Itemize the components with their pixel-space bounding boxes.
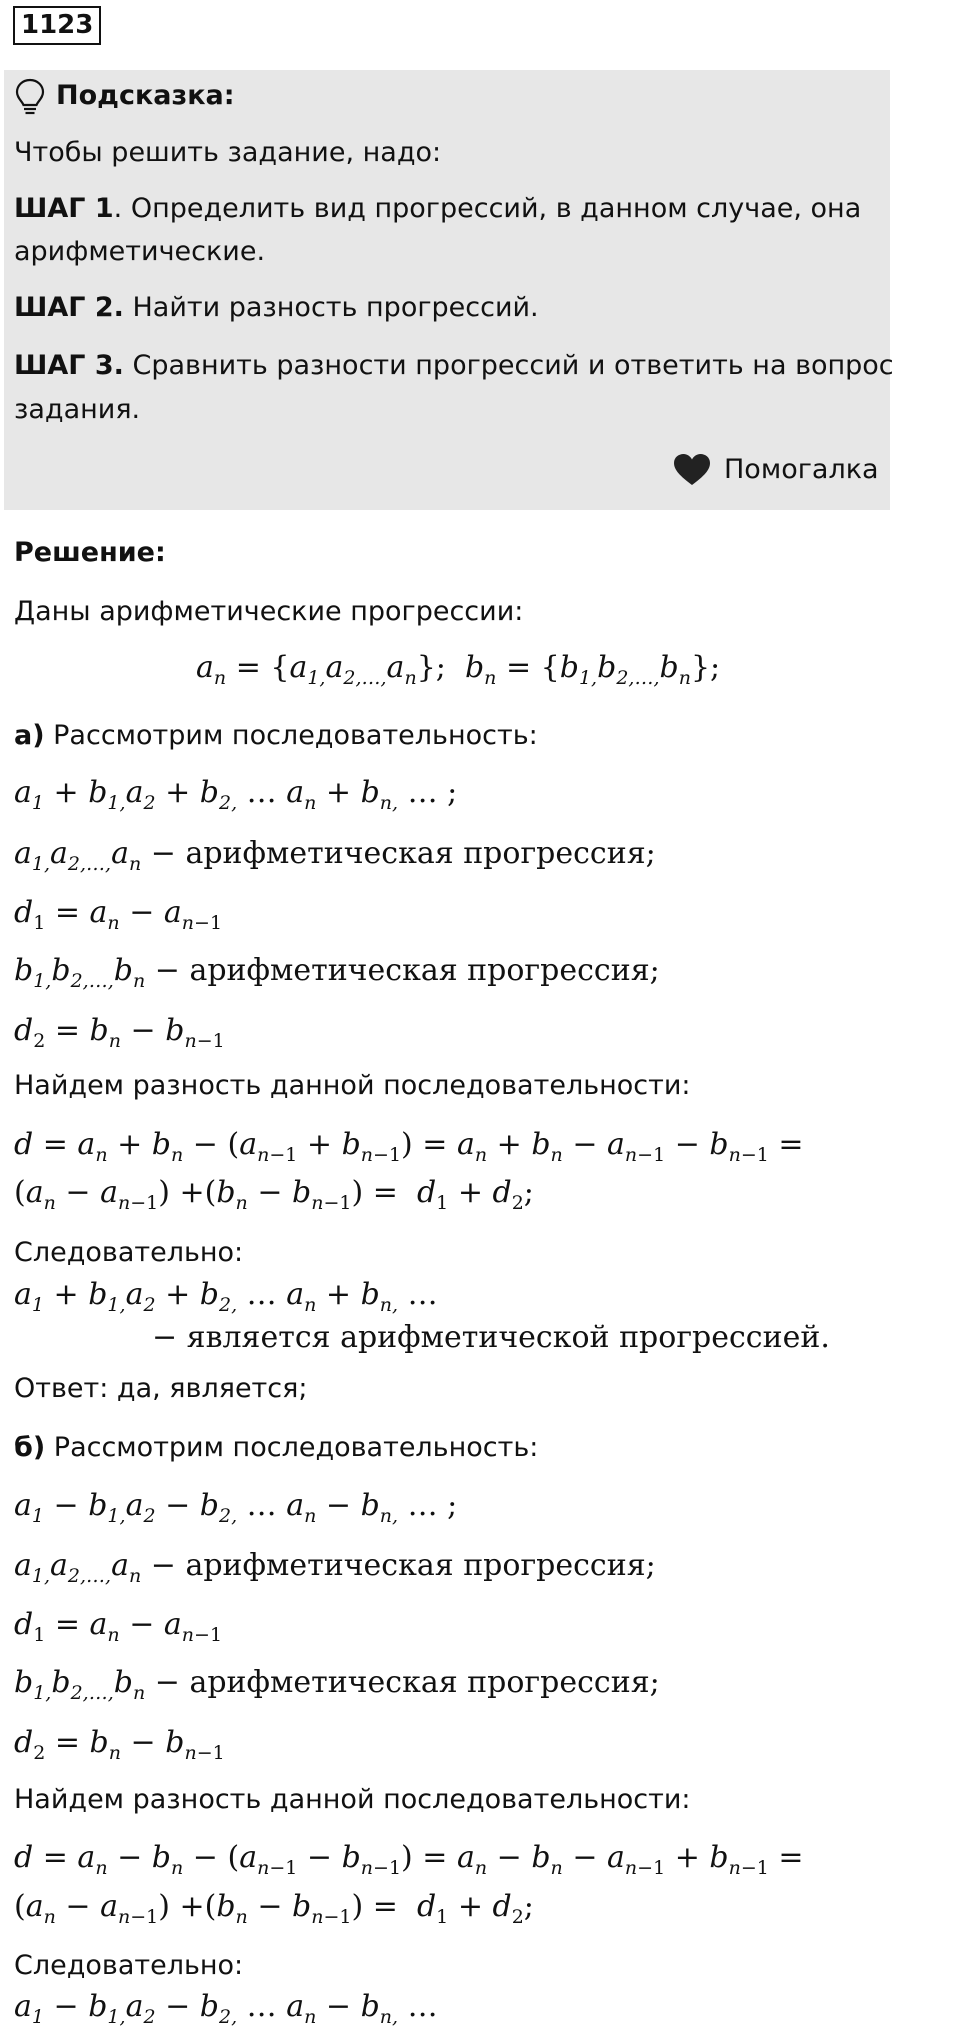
lightbulb-icon xyxy=(15,78,45,116)
part-a-sequence: $a_1 + b_{1,}a_2 + b_{2,}$ … $a_n + b_{n,}$ … ; xyxy=(14,775,458,814)
step-3-label: ШАГ 3. xyxy=(14,350,124,381)
hint-step-1-cont: арифметические. xyxy=(14,236,266,267)
heart-icon xyxy=(672,452,712,488)
given-intro: Даны арифметические прогрессии: xyxy=(14,596,524,627)
step-2-label: ШАГ 2. xyxy=(14,292,124,323)
part-a-d-line-2: $(a_n - a_{n-1}) +(b_n - b_{n-1}) = d_1 + d_2$; xyxy=(14,1175,534,1214)
hint-step-2 xyxy=(14,292,539,323)
part-a-conclusion-words: − является арифметической прогрессией. xyxy=(152,1320,830,1355)
part-b-d1: $d_1 = a_n - a_{n-1}$ xyxy=(14,1607,223,1646)
part-a-d1: $d_1 = a_n - a_{n-1}$ xyxy=(14,895,223,934)
hint-step-3-cont: задания. xyxy=(14,394,141,425)
hint-step-3 xyxy=(14,350,894,381)
part-a-intro xyxy=(14,720,538,751)
step-1-text: . Определить вид прогрессий, в данном случае, она xyxy=(113,193,862,224)
part-b-d-line-1: $d = a_n - b_n - (a_{n-1} - b_{n-1}) = a_n - b_n - a_{n-1} + b_{n-1}$ = xyxy=(14,1840,804,1879)
step-3-text: Сравнить разности прогрессий и ответить на вопрос xyxy=(123,350,894,381)
part-a-a-arith: $a_{1,}a_{2,\dots,}a_n$ − арифметическая прогрессия; xyxy=(14,836,656,875)
part-a-conclusion-sequence: $a_1 + b_{1,}a_2 + b_{2,}$ … $a_n + b_{n,}$ … xyxy=(14,1277,438,1316)
hint-box xyxy=(4,70,890,510)
solution-heading: Решение: xyxy=(14,537,166,568)
part-a-therefore: Следовательно: xyxy=(14,1237,244,1268)
part-b-d2: $d_2 = b_n - b_{n-1}$ xyxy=(14,1725,225,1764)
given-formula: $a_n = \{a_{1,}a_{2,\dots,}a_n\}$; $b_n = \{b_{1,}b_{2,\dots,}b_n\}$; xyxy=(196,650,721,689)
part-a-answer: Ответ: да, является; xyxy=(14,1373,308,1404)
step-2-text: Найти разность прогрессий. xyxy=(123,292,539,323)
part-b-intro xyxy=(14,1432,538,1463)
step-1-label: ШАГ 1 xyxy=(14,193,114,224)
helper-label: Помогалка xyxy=(724,454,879,485)
part-b-intro-text: Рассмотрим последовательность: xyxy=(45,1432,539,1463)
part-b-conclusion-sequence: $a_1 - b_{1,}a_2 - b_{2,}$ … $a_n - b_{n,}$ … xyxy=(14,1989,438,2028)
part-b-sequence: $a_1 - b_{1,}a_2 - b_{2,}$ … $a_n - b_{n,}$ … ; xyxy=(14,1488,458,1527)
part-b-b-arith: $b_{1,}b_{2,\dots,}b_n$ − арифметическая прогрессия; xyxy=(14,1665,660,1704)
part-a-intro-text: Рассмотрим последовательность: xyxy=(44,720,538,751)
hint-intro: Чтобы решить задание, надо: xyxy=(14,137,442,168)
task-number: 1123 xyxy=(13,6,101,45)
part-a-find-diff: Найдем разность данной последовательности: xyxy=(14,1070,691,1101)
part-b-label: б) xyxy=(14,1432,46,1463)
part-b-find-diff: Найдем разность данной последовательности: xyxy=(14,1784,691,1815)
part-a-label: а) xyxy=(14,720,45,751)
part-b-therefore: Следовательно: xyxy=(14,1950,244,1981)
hint-step-1 xyxy=(14,193,861,224)
part-a-d2: $d_2 = b_n - b_{n-1}$ xyxy=(14,1013,225,1052)
part-b-d-line-2: $(a_n - a_{n-1}) +(b_n - b_{n-1}) = d_1 + d_2$; xyxy=(14,1889,534,1928)
part-b-a-arith: $a_{1,}a_{2,\dots,}a_n$ − арифметическая прогрессия; xyxy=(14,1548,656,1587)
part-a-d-line-1: $d = a_n + b_n - (a_{n-1} + b_{n-1}) = a_n + b_n - a_{n-1} - b_{n-1}$ = xyxy=(14,1127,804,1166)
part-a-conclusion-text xyxy=(152,1320,830,1355)
hint-title: Подсказка: xyxy=(56,80,235,111)
part-a-b-arith: $b_{1,}b_{2,\dots,}b_n$ − арифметическая прогрессия; xyxy=(14,953,660,992)
